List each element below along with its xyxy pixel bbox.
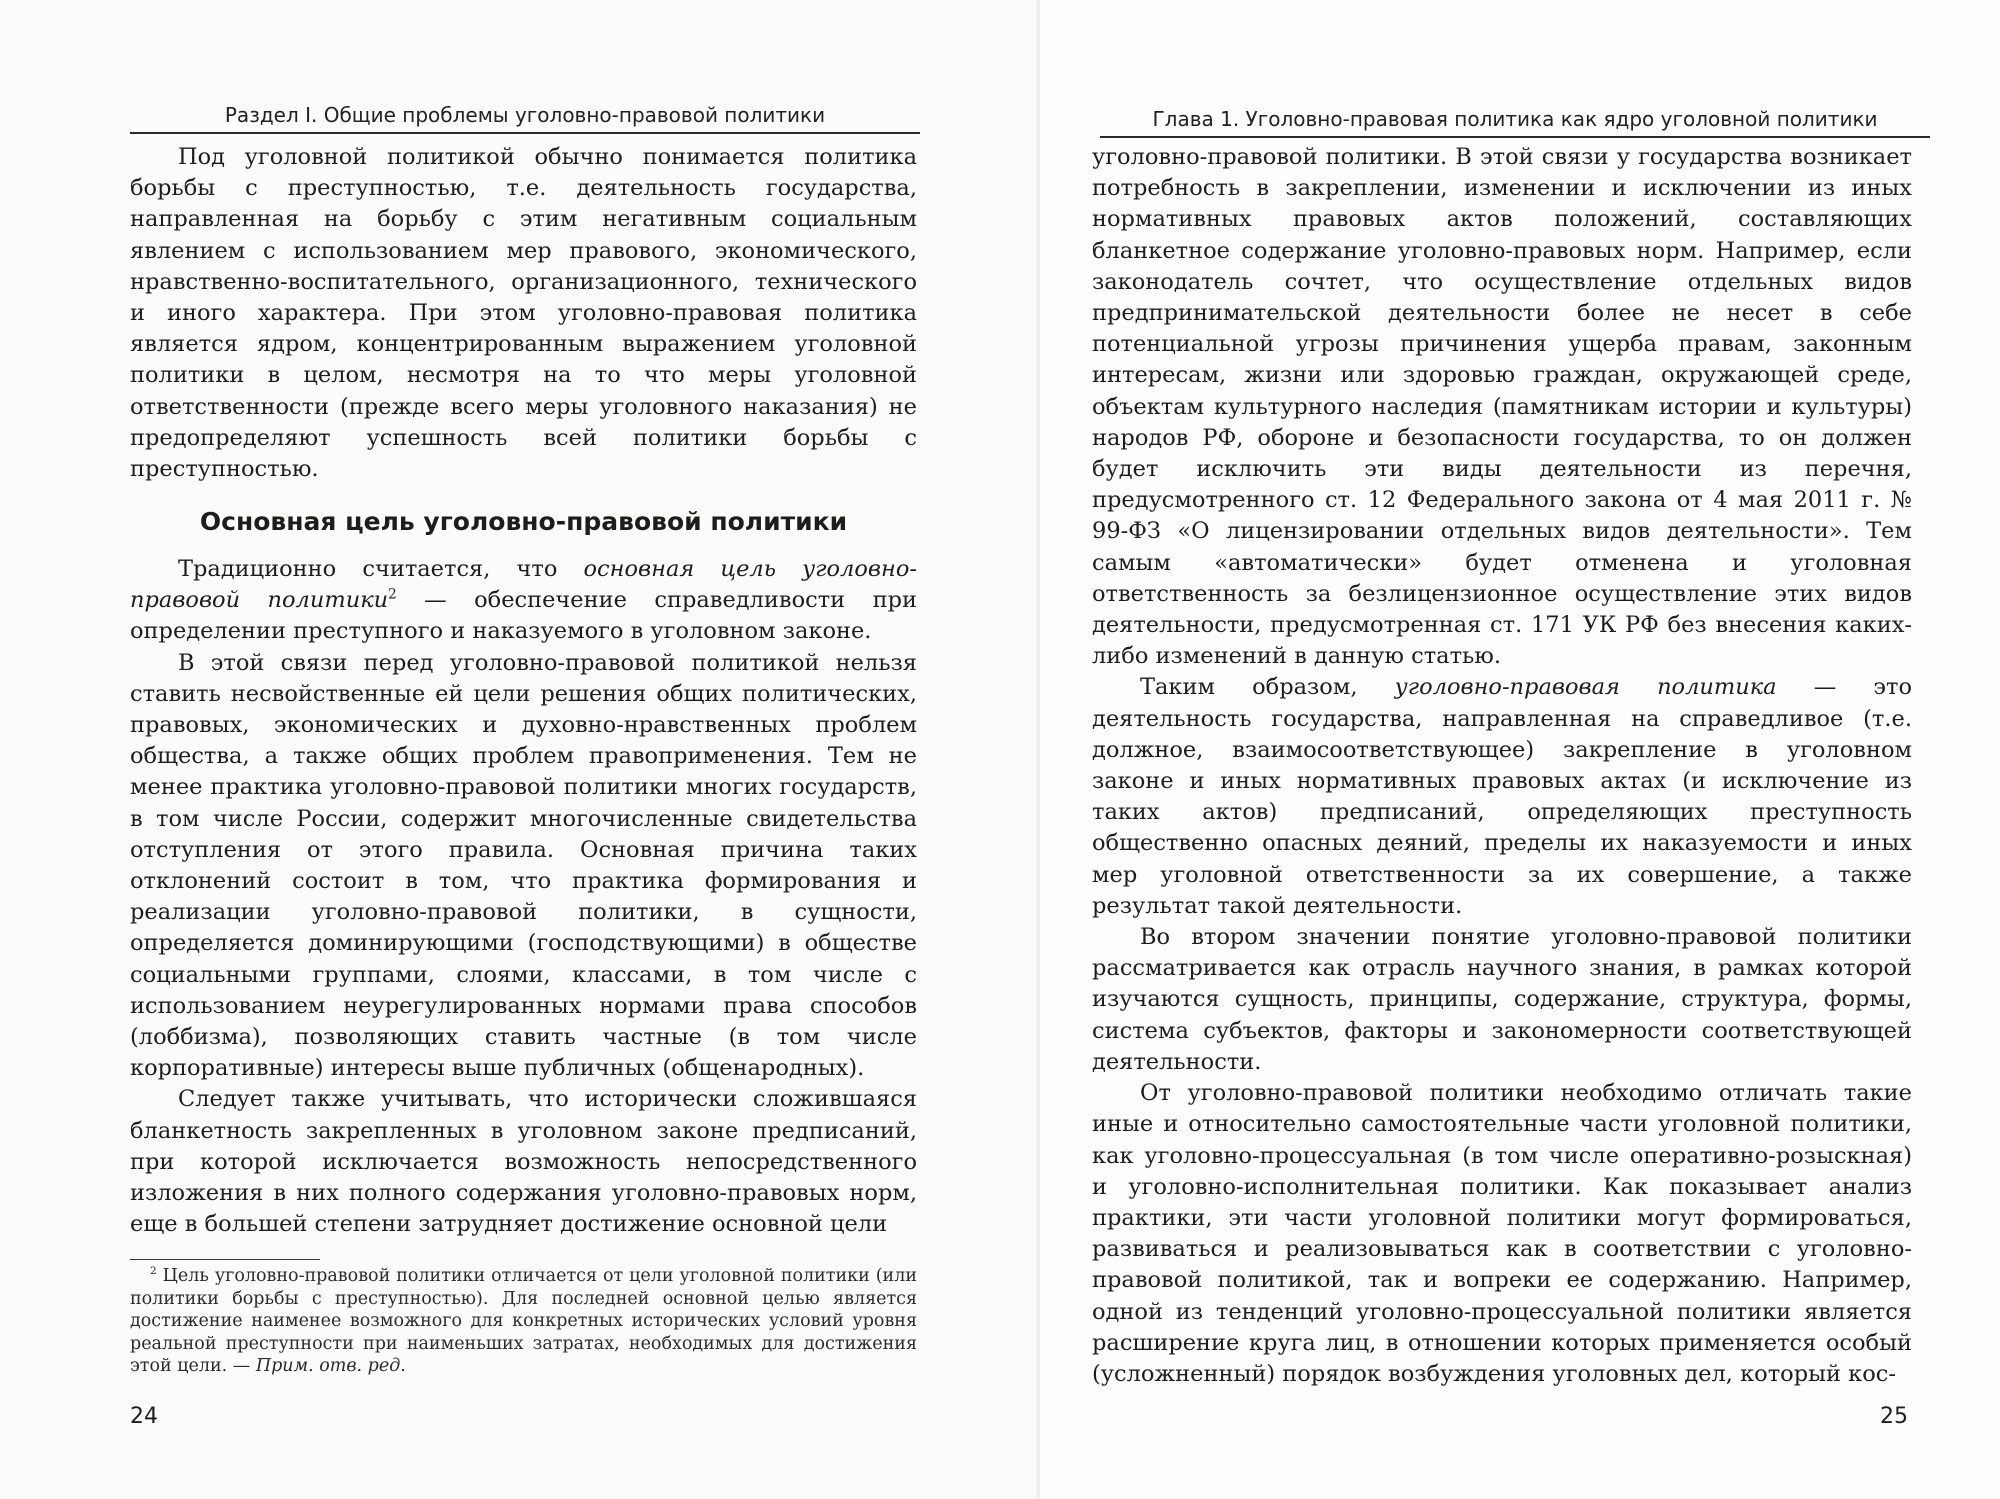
paragraph-intro: Под уголовной политикой обычно понимается политика борьбы с преступностью, т.е. деятельность государства, направленная на борьбу с этим негативным социальным явлением с использованием мер правового, экономического, нравственно-воспитательного, организационного, технического и иного характера. При этом уголовно-правовая политика является ядром, концентрированным выражением уголовной политики в целом, несмотря на то что меры уголовной ответственности (прежде всего меры уголовного наказания) не предопределяют успешность всей политики борьбы с преступностью. [130,144,917,483]
right-body [1092,142,1912,1390]
italic-term-goal: основная цель уголовно-правовой политики [130,556,917,614]
footnote-attribution: Прим. отв. ред. [255,1356,406,1377]
footnote [130,1265,917,1378]
section-heading: Основная цель уголовно-правовой политики [199,507,848,536]
running-head-right: Глава 1. Уголовно-правовая политика как ядро уголовной политики [1100,106,1930,138]
italic-term-definition: уголовно-правовая политика [1394,674,1777,701]
paragraph-definition: Таким образом, уголовно-правовая политика — это деятельность государства, направленная на справедливое (т.е. должное, взаимосоответствующее) закрепление в уголовном законе и иных нормативных правовых актах (и исключение из таких актов) предписаний, определяющих преступность общественно опасных деяний, пределы их наказуемости и иных мер уголовной ответственности за их совершение, а также результат такой деятельности. [1092,674,1912,919]
paragraph-connection: В этой связи перед уголовно-правовой политикой нельзя ставить несвойственные ей цели решения общих политических, правовых, экономических и духовно-нравственных проблем общества, а также общих проблем правоприменения. Тем не менее практика уголовно-правовой политики многих государств, в том числе России, содержит многочисленные свидетельства отступления от этого правила. Основная причина таких отклонений состоит в том, что практика формирования и реализации уголовно-правовой политики, в сущности, определяется доминирующими (господствующими) в обществе социальными группами, слоями, классами, в том числе с использованием неурегулированных нормами права способов (лоббизма), позволяющих ставить частные (в том числе корпоративные) интересы выше публичных (общенародных). [130,649,917,1082]
right-page [1040,0,2000,1499]
paragraph-distinguish: От уголовно-правовой политики необходимо отличать такие иные и относительно самостоятельные части уголовной политики, как уголовно-процессуальная (в том числе оперативно-розыскная) и уголовно-исполнительная политики. Как показывает анализ практики, эти части уголовной политики могут формироваться, развиваться и реализовываться как в соответствии с уголовно-правовой политикой, так и вопреки ее содержанию. Например, одной из тенденций уголовно-процессуальной политики является расширение круга лиц, в отношении которых применяется особый (усложненный) порядок возбуждения уголовных дел, который кос- [1092,1080,1912,1387]
intro-section [130,142,917,485]
goal-section [130,554,917,1240]
running-head-left: Раздел I. Общие проблемы уголовно-правовой политики [130,102,920,134]
page-number-right: 25 [1880,1404,1908,1429]
footnote-reference[interactable]: 2 [388,586,397,603]
paragraph-goal: Традиционно считается, что основная цель уголовно-правовой политики$^2$ — обеспечение справедливости при определении преступного и наказуемого в уголовном законе. [130,556,918,645]
footnote-divider [130,1259,320,1260]
paragraph-second-meaning: Во втором значении понятие уголовно-правовой политики рассматривается как отрасль научного знания, в рамках которой изучаются сущность, принципы, содержание, структура, формы, система субъектов, факторы и закономерности соответствующей деятельности. [1092,924,1912,1075]
footnote-text: Цель уголовно-правовой политики отличается от цели уголовной политики (или политики борьбы с преступностью). Для последней основной целью является достижение наименее возможного для конкретных исторических условий уровня реальной преступности при наименьших затратах, необходимых для достижения этой цели. — [130,1266,917,1377]
page-number-left: 24 [130,1404,158,1429]
footnote-mark: 2 [150,1265,157,1278]
paragraph-blanket: Следует также учитывать, что исторически сложившаяся бланкетность закрепленных в уголовном законе предписаний, при которой исключается возможность непосредственного изложения в них полного содержания уголовно-правовых норм, еще в большей степени затрудняет достижение основной цели [130,1086,917,1238]
paragraph-continued: уголовно-правовой политики. В этой связи у государства возникает потребность в закреплении, изменении и исключении из иных нормативных правовых актов положений, составляющих бланкетное содержание уголовно-правовых норм. Например, если законодатель сочтет, что осуществление отдельных видов предпринимательской деятельности более не несет в себе потенциальной угрозы причинения ущерба правам, законным интересам, жизни или здоровью граждан, окружающей среде, объектам культурного наследия (памятникам истории и культуры) народов РФ, обороне и безопасности государства, то он должен будет исключить эти виды деятельности из перечня, предусмотренного ст. 12 Федерального закона от 4 мая 2011 г. № 99-ФЗ «О лицензировании отдельных видов деятельности». Тем самым «автоматически» будет отменена и уголовная ответственность за безлицензионное осуществление этих видов деятельности, предусмотренная ст. 171 УК РФ без внесения каких-либо изменений в данную статью. [1092,144,1912,670]
